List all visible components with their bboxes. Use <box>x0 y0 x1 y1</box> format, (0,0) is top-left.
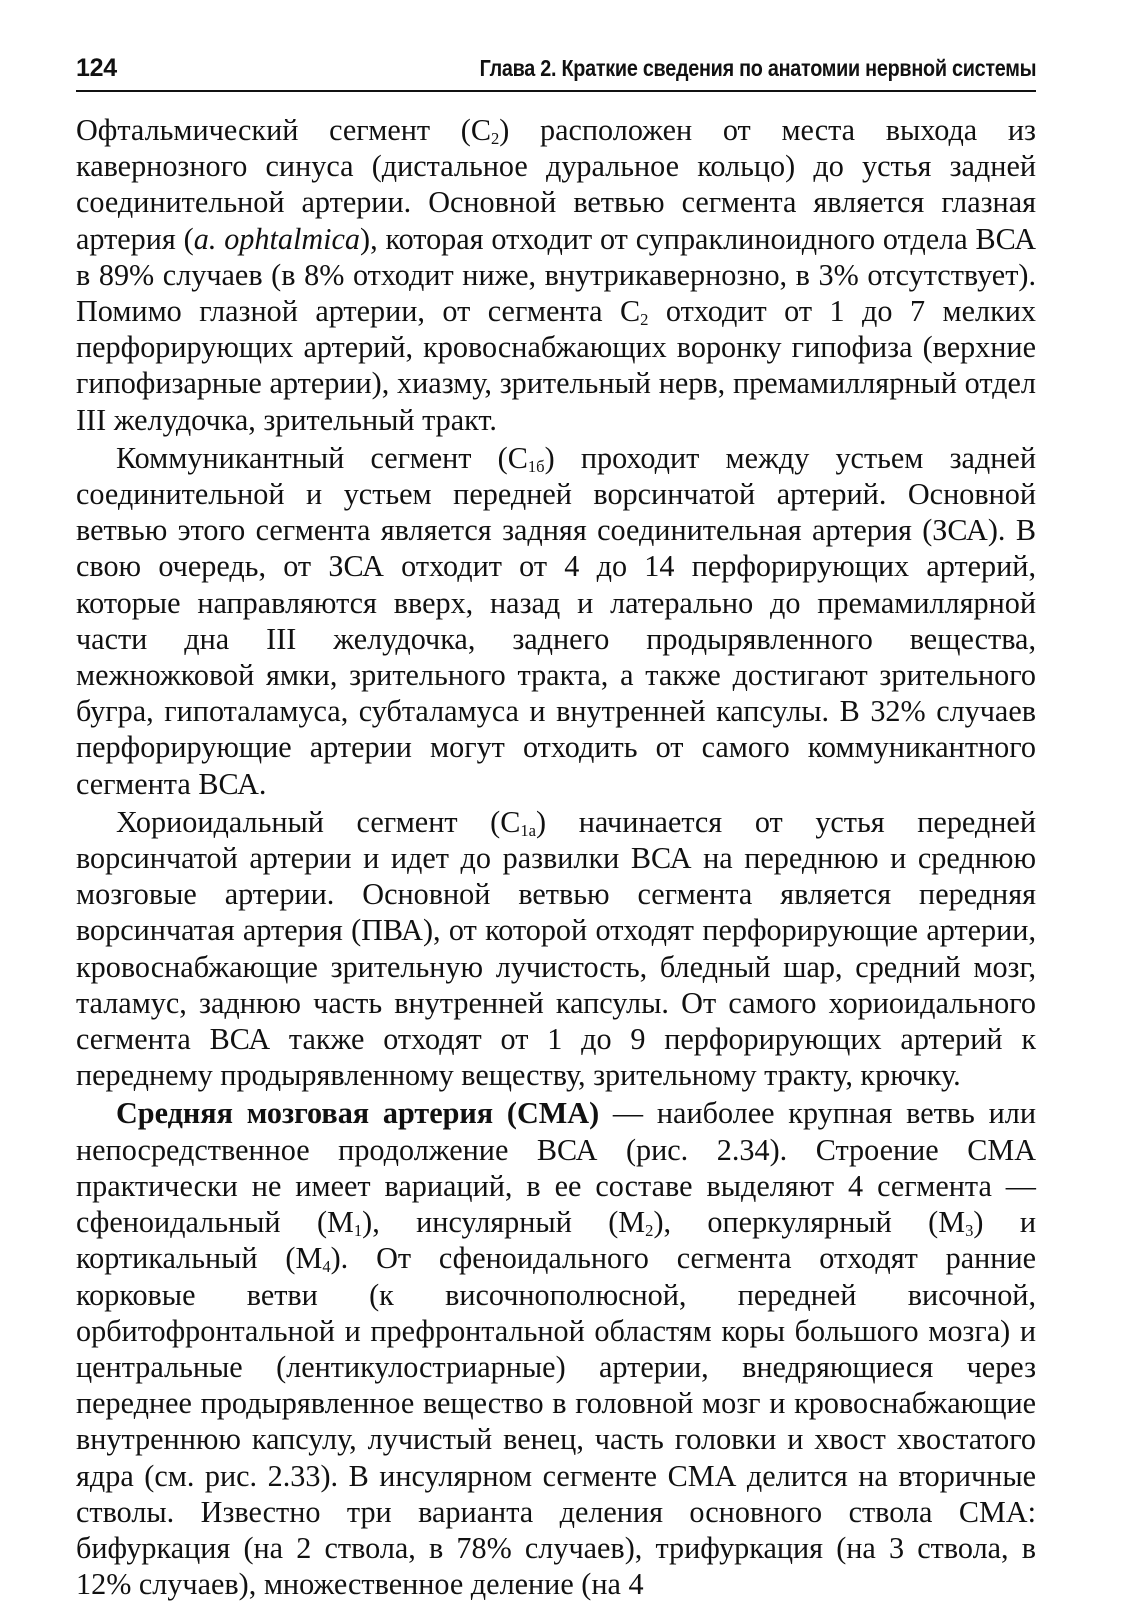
bold-term: Средняя мозговая артерия (СМА) <box>116 1096 600 1131</box>
subscript: 4 <box>322 1257 331 1277</box>
text-run: Офтальмический сегмент (С <box>76 113 491 147</box>
subscript: 1б <box>527 456 545 476</box>
subscript: 2 <box>640 310 649 330</box>
text-run: — наиболее крупная ветвь или непосредственное продолжение ВСА (рис. 2.34). Строение СМА практически не имеет вариаций, в ее составе выделяют 4 сегмента — сфеноидальный (М <box>76 1096 1036 1240</box>
paragraph <box>76 1095 1036 1602</box>
latin-term: a. ophtalmica <box>193 221 361 256</box>
text-run: ). От сфеноидального сегмента отходят ранние корковые ветви (к височнополюсной, передней височной, орбитофронтальной и префронтальной областям коры большого мозга) и центральные (лентикулостриарные) артерии, внедряющиеся через переднее продырявленное вещество в головной мозг и кровоснабжающие внутреннюю капсулу, лучистый венец, часть головки и хвост хвостатого ядра (см. рис. 2.33). В инсулярном сегменте СМА делится на вторичные стволы. Известно три варианта деления основного ствола СМА: бифуркация (на 2 ствола, в 78% случаев), трифуркация (на 3 ствола, в 12% случаев), множественное деление (на 4 <box>76 1241 1036 1602</box>
subscript: 2 <box>645 1221 654 1241</box>
text-run: ) расположен от места выхода из кавернозного синуса (дистальное дуральное кольцо) до устья задней соединительной артерии. Основной ветвью сегмента является глазная артерия ( <box>76 113 1036 256</box>
text-run: ) и кортикальный (М <box>76 1205 1036 1276</box>
text-run: ), оперкулярный (М <box>653 1205 966 1240</box>
chapter-title: Глава 2. Краткие сведения по анатомии нервной системы <box>479 55 1036 81</box>
book-page <box>76 50 1036 1602</box>
text-run: ) проходит между устьем задней соединительной и устьем передней ворсинчатой артерий. Основной ветвью этого сегмента является задняя соединительная артерия (ЗСА). В свою очередь, от ЗСА отходит от 4 до 14 перфорирующих артерий, которые направляются вверх, назад и латерально до премамиллярной части дна III желудочка, заднего продырявленного вещества, межножковой ямки, зрительного тракта, а также достигают зрительного бугра, гипоталамуса, субталамуса и внутренней капсулы. В 32% случаев перфорирующие артерии могут отходить от самого коммуникантного сегмента ВСА. <box>76 440 1036 801</box>
running-head <box>76 50 1036 92</box>
subscript: 1а <box>520 821 537 840</box>
subscript: 2 <box>490 129 500 149</box>
paragraph <box>76 112 1036 438</box>
page-number: 124 <box>76 54 117 82</box>
text-run: ), которая отходит от супраклиноидного отдела ВСА в 89% случаев (в 8% отходит ниже, внутрикавернозно, в 3% отсутствует). Помимо глазной артерии, от сегмента С <box>76 221 1037 329</box>
subscript: 3 <box>965 1221 974 1241</box>
text-run: отходит от 1 до 7 мелких перфорирующих артерий, кровоснабжающих воронку гипофиза (верхние гипофизарные артерии), хиазму, зрительный нерв, премамиллярный отдел III желудочка, зрительный тракт. <box>76 294 1036 437</box>
text-run: ) начинается от устья передней ворсинчатой артерии и идет до развилки ВСА на переднюю и среднюю мозговые артерии. Основной ветвью сегмента является передняя ворсинчатая артерия (ПВА), от которой отходят перфорирующие артерии, кровоснабжающие зрительную лучистость, бледный шар, средний мозг, таламус, заднюю часть внутренней капсулы. От самого хориоидального сегмента ВСА также отходят от 1 до 9 перфорирующих артерий к переднему продырявленному веществу, зрительному тракту, крючку. <box>76 804 1036 1093</box>
text-run: Хориоидальный сегмент (С <box>116 804 521 839</box>
paragraph <box>76 440 1036 802</box>
body-text <box>76 112 1036 1602</box>
subscript: 1 <box>353 1221 363 1241</box>
text-run: ), инсулярный (М <box>362 1205 646 1240</box>
text-run: Коммуникантный сегмент (С <box>116 440 528 475</box>
paragraph <box>76 804 1036 1094</box>
